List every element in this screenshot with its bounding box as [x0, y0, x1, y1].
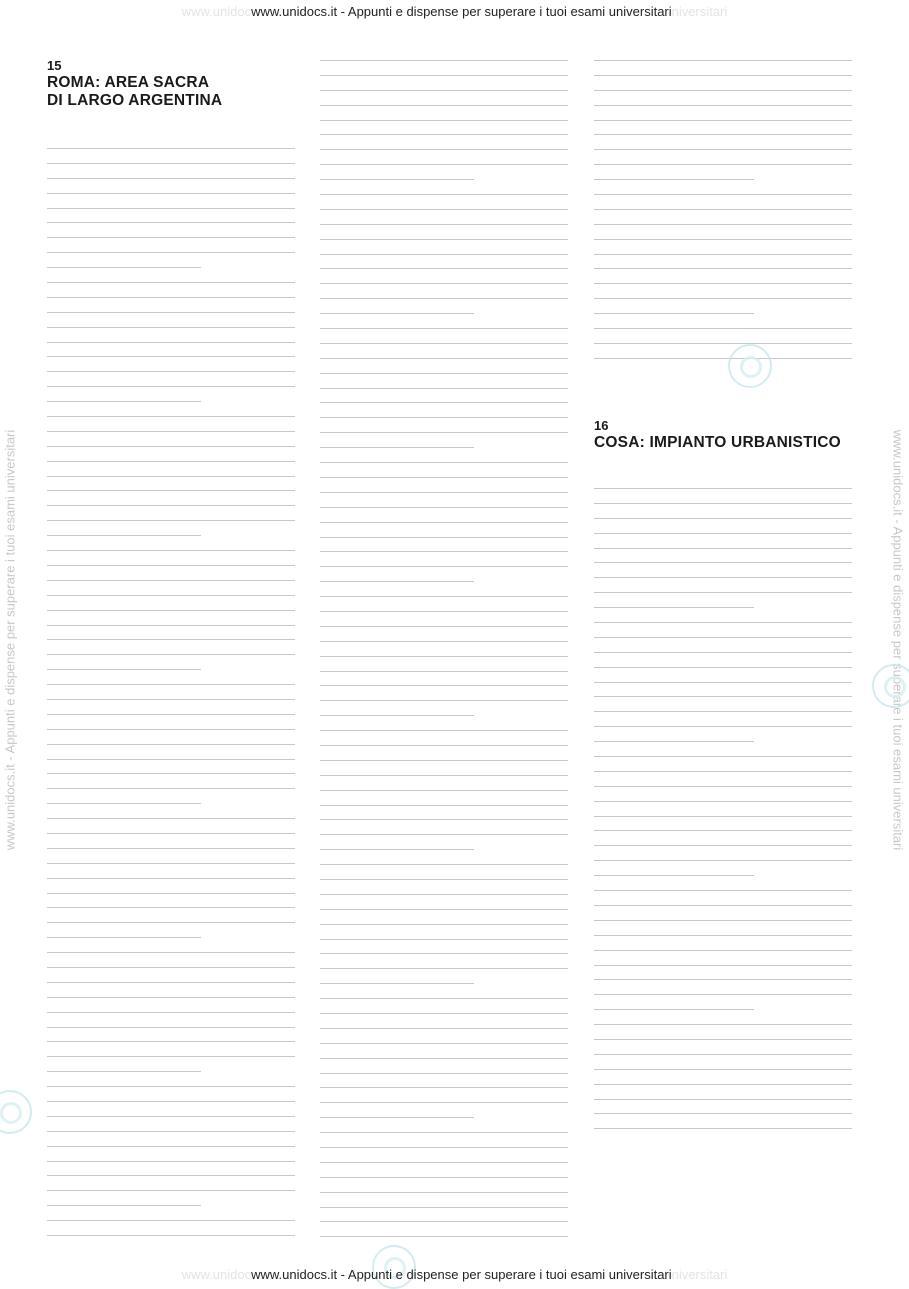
text-line-placeholder	[320, 1043, 568, 1044]
body-column-middle	[320, 60, 568, 1251]
text-line-placeholder	[320, 1102, 568, 1103]
text-line-placeholder	[47, 952, 295, 953]
text-line-placeholder	[320, 596, 568, 597]
text-line-placeholder	[47, 193, 295, 194]
text-line-placeholder	[47, 684, 295, 685]
text-line-placeholder	[594, 830, 852, 831]
text-line-placeholder	[320, 75, 568, 76]
text-line-placeholder	[594, 965, 852, 966]
text-line-placeholder	[47, 163, 295, 164]
watermark-side-left: www.unidocs.it - Appunti e dispense per superare i tuoi esami universitari	[2, 429, 18, 851]
text-line-placeholder	[594, 1113, 852, 1114]
text-line-placeholder	[47, 208, 295, 209]
text-line-placeholder	[594, 994, 852, 995]
text-line-placeholder	[47, 431, 295, 432]
text-line-placeholder	[47, 222, 295, 223]
text-line-placeholder	[594, 268, 852, 269]
text-line-placeholder	[320, 432, 568, 433]
text-line-placeholder	[320, 1221, 568, 1222]
text-line-placeholder	[594, 488, 852, 489]
text-line-placeholder	[47, 476, 295, 477]
watermark-link[interactable]: www.unidocs.it - Appunti e dispense per superare i tuoi esami universitari	[251, 4, 672, 19]
text-line-placeholder	[594, 518, 852, 519]
text-line-placeholder	[47, 371, 295, 372]
text-line-placeholder	[320, 224, 568, 225]
text-line-placeholder	[594, 786, 852, 787]
text-line-placeholder	[320, 477, 568, 478]
text-line-placeholder	[594, 935, 852, 936]
text-line-placeholder	[320, 120, 568, 121]
text-line-placeholder	[594, 696, 852, 697]
text-line-placeholder	[320, 998, 568, 999]
text-line-placeholder	[594, 905, 852, 906]
text-line-placeholder	[320, 775, 568, 776]
text-line-placeholder	[320, 492, 568, 493]
text-line-placeholder	[320, 1162, 568, 1163]
text-line-placeholder	[320, 924, 568, 925]
text-line-placeholder	[594, 194, 852, 195]
body-column-right-upper	[594, 60, 852, 373]
text-line-placeholder	[47, 178, 295, 179]
text-line-placeholder	[47, 342, 295, 343]
section-number: 15	[47, 58, 62, 73]
text-line-placeholder	[320, 179, 474, 180]
text-line-placeholder	[320, 626, 568, 627]
text-line-placeholder	[320, 805, 568, 806]
text-line-placeholder	[594, 90, 852, 91]
text-line-placeholder	[594, 328, 852, 329]
watermark-logo-icon	[872, 664, 909, 708]
text-line-placeholder	[47, 1205, 201, 1206]
text-line-placeholder	[594, 298, 852, 299]
watermark-link[interactable]: www.unidocs.it - Appunti e dispense per superare i tuoi esami universitari	[251, 1267, 672, 1282]
text-line-placeholder	[47, 833, 295, 834]
text-line-placeholder	[320, 879, 568, 880]
text-line-placeholder	[47, 669, 201, 670]
text-line-placeholder	[594, 358, 852, 359]
text-line-placeholder	[594, 548, 852, 549]
text-line-placeholder	[47, 327, 295, 328]
text-line-placeholder	[47, 1146, 295, 1147]
text-line-placeholder	[320, 1192, 568, 1193]
text-line-placeholder	[594, 283, 852, 284]
text-line-placeholder	[320, 268, 568, 269]
text-line-placeholder	[47, 1131, 295, 1132]
text-line-placeholder	[47, 1175, 295, 1176]
text-line-placeholder	[594, 816, 852, 817]
text-line-placeholder	[320, 641, 568, 642]
text-line-placeholder	[320, 551, 568, 552]
text-line-placeholder	[594, 134, 852, 135]
text-line-placeholder	[320, 730, 568, 731]
text-line-placeholder	[594, 120, 852, 121]
text-line-placeholder	[320, 1073, 568, 1074]
text-line-placeholder	[594, 254, 852, 255]
text-line-placeholder	[320, 105, 568, 106]
text-line-placeholder	[47, 1220, 295, 1221]
text-line-placeholder	[320, 149, 568, 150]
text-line-placeholder	[594, 1128, 852, 1129]
text-line-placeholder	[47, 1235, 295, 1236]
text-line-placeholder	[47, 1041, 295, 1042]
watermark-footer	[0, 1267, 909, 1282]
text-line-placeholder	[47, 922, 295, 923]
text-line-placeholder	[320, 760, 568, 761]
text-line-placeholder	[47, 1190, 295, 1191]
body-column-right-lower	[594, 488, 852, 1143]
section-heading-16	[594, 418, 864, 452]
text-line-placeholder	[320, 358, 568, 359]
text-line-placeholder	[320, 894, 568, 895]
text-line-placeholder	[47, 1027, 295, 1028]
text-line-placeholder	[47, 639, 295, 640]
text-line-placeholder	[320, 402, 568, 403]
text-line-placeholder	[594, 1069, 852, 1070]
text-line-placeholder	[320, 745, 568, 746]
text-line-placeholder	[320, 462, 568, 463]
text-line-placeholder	[320, 909, 568, 910]
text-line-placeholder	[47, 759, 295, 760]
text-line-placeholder	[594, 682, 852, 683]
text-line-placeholder	[320, 507, 568, 508]
text-line-placeholder	[594, 622, 852, 623]
text-line-placeholder	[594, 1099, 852, 1100]
text-line-placeholder	[594, 343, 852, 344]
text-line-placeholder	[594, 875, 754, 876]
text-line-placeholder	[594, 1054, 852, 1055]
text-line-placeholder	[47, 1116, 295, 1117]
text-line-placeholder	[320, 656, 568, 657]
text-line-placeholder	[320, 983, 474, 984]
text-line-placeholder	[47, 729, 295, 730]
text-line-placeholder	[320, 194, 568, 195]
text-line-placeholder	[320, 447, 474, 448]
text-line-placeholder	[594, 667, 852, 668]
text-line-placeholder	[594, 890, 852, 891]
text-line-placeholder	[594, 313, 754, 314]
text-line-placeholder	[320, 1236, 568, 1237]
text-line-placeholder	[594, 533, 852, 534]
text-line-placeholder	[47, 654, 295, 655]
text-line-placeholder	[320, 1177, 568, 1178]
text-line-placeholder	[594, 920, 852, 921]
text-line-placeholder	[47, 386, 295, 387]
text-line-placeholder	[320, 239, 568, 240]
text-line-placeholder	[594, 711, 852, 712]
text-line-placeholder	[47, 1101, 295, 1102]
text-line-placeholder	[47, 148, 295, 149]
watermark-ghost-suffix: niversitari	[671, 4, 728, 19]
text-line-placeholder	[320, 611, 568, 612]
watermark-header	[0, 4, 909, 19]
text-line-placeholder	[47, 937, 201, 938]
watermark-side-right: www.unidocs.it - Appunti e dispense per superare i tuoi esami universitari	[890, 429, 906, 851]
text-line-placeholder	[320, 700, 568, 701]
text-line-placeholder	[320, 254, 568, 255]
text-line-placeholder	[47, 267, 201, 268]
text-line-placeholder	[594, 179, 754, 180]
text-line-placeholder	[320, 1117, 474, 1118]
text-line-placeholder	[47, 297, 295, 298]
text-line-placeholder	[320, 328, 568, 329]
text-line-placeholder	[320, 671, 568, 672]
text-line-placeholder	[594, 756, 852, 757]
section-title-line: COSA: IMPIANTO URBANISTICO	[594, 434, 841, 451]
watermark-ghost-prefix: www.unidoc	[181, 4, 252, 19]
section-number: 16	[594, 418, 609, 433]
text-line-placeholder	[47, 237, 295, 238]
text-line-placeholder	[320, 566, 568, 567]
text-line-placeholder	[320, 939, 568, 940]
text-line-placeholder	[47, 893, 295, 894]
text-line-placeholder	[47, 282, 295, 283]
text-line-placeholder	[594, 105, 852, 106]
section-heading-15	[47, 58, 307, 110]
text-line-placeholder	[320, 343, 568, 344]
text-line-placeholder	[320, 313, 474, 314]
text-line-placeholder	[47, 252, 295, 253]
text-line-placeholder	[594, 164, 852, 165]
text-line-placeholder	[594, 209, 852, 210]
text-line-placeholder	[47, 565, 295, 566]
text-line-placeholder	[320, 522, 568, 523]
text-line-placeholder	[320, 373, 568, 374]
text-line-placeholder	[47, 967, 295, 968]
text-line-placeholder	[320, 134, 568, 135]
text-line-placeholder	[320, 849, 474, 850]
text-line-placeholder	[47, 401, 201, 402]
text-line-placeholder	[47, 878, 295, 879]
text-line-placeholder	[594, 239, 852, 240]
text-line-placeholder	[594, 224, 852, 225]
section-title-line: ROMA: AREA SACRA	[47, 74, 210, 91]
text-line-placeholder	[47, 550, 295, 551]
text-line-placeholder	[47, 535, 201, 536]
text-line-placeholder	[594, 726, 852, 727]
section-title-line: DI LARGO ARGENTINA	[47, 92, 223, 109]
text-line-placeholder	[594, 1024, 852, 1025]
text-line-placeholder	[594, 1009, 754, 1010]
watermark-logo-icon	[728, 344, 772, 388]
text-line-placeholder	[47, 625, 295, 626]
text-line-placeholder	[47, 803, 201, 804]
text-line-placeholder	[320, 819, 568, 820]
text-line-placeholder	[320, 715, 474, 716]
text-line-placeholder	[594, 1084, 852, 1085]
text-line-placeholder	[320, 388, 568, 389]
text-line-placeholder	[594, 771, 852, 772]
text-line-placeholder	[320, 685, 568, 686]
text-line-placeholder	[320, 164, 568, 165]
text-line-placeholder	[320, 209, 568, 210]
text-line-placeholder	[320, 1087, 568, 1088]
text-line-placeholder	[594, 607, 754, 608]
text-line-placeholder	[594, 652, 852, 653]
text-line-placeholder	[47, 699, 295, 700]
text-line-placeholder	[320, 1013, 568, 1014]
text-line-placeholder	[47, 982, 295, 983]
text-line-placeholder	[594, 801, 852, 802]
text-line-placeholder	[594, 845, 852, 846]
text-line-placeholder	[47, 907, 295, 908]
text-line-placeholder	[320, 834, 568, 835]
text-line-placeholder	[320, 790, 568, 791]
text-line-placeholder	[47, 1056, 295, 1057]
text-line-placeholder	[320, 298, 568, 299]
text-line-placeholder	[320, 1147, 568, 1148]
text-line-placeholder	[47, 595, 295, 596]
text-line-placeholder	[47, 818, 295, 819]
text-line-placeholder	[594, 950, 852, 951]
text-line-placeholder	[47, 788, 295, 789]
text-line-placeholder	[47, 312, 295, 313]
watermark-ghost-suffix: niversitari	[671, 1267, 728, 1282]
text-line-placeholder	[320, 968, 568, 969]
text-line-placeholder	[47, 1071, 201, 1072]
text-line-placeholder	[320, 1132, 568, 1133]
text-line-placeholder	[47, 848, 295, 849]
text-line-placeholder	[47, 744, 295, 745]
text-line-placeholder	[320, 417, 568, 418]
text-line-placeholder	[47, 773, 295, 774]
text-line-placeholder	[320, 1058, 568, 1059]
text-line-placeholder	[594, 860, 852, 861]
text-line-placeholder	[320, 60, 568, 61]
text-line-placeholder	[47, 1012, 295, 1013]
text-line-placeholder	[594, 562, 852, 563]
text-line-placeholder	[47, 490, 295, 491]
text-line-placeholder	[594, 577, 852, 578]
text-line-placeholder	[47, 416, 295, 417]
text-line-placeholder	[47, 520, 295, 521]
text-line-placeholder	[594, 592, 852, 593]
text-line-placeholder	[594, 75, 852, 76]
watermark-logo-icon	[0, 1090, 32, 1134]
text-line-placeholder	[594, 503, 852, 504]
text-line-placeholder	[320, 864, 568, 865]
text-line-placeholder	[594, 637, 852, 638]
text-line-placeholder	[320, 953, 568, 954]
text-line-placeholder	[47, 461, 295, 462]
text-line-placeholder	[47, 1161, 295, 1162]
text-line-placeholder	[320, 283, 568, 284]
text-line-placeholder	[47, 610, 295, 611]
body-column-left	[47, 148, 295, 1250]
text-line-placeholder	[47, 505, 295, 506]
text-line-placeholder	[320, 537, 568, 538]
text-line-placeholder	[594, 149, 852, 150]
text-line-placeholder	[47, 997, 295, 998]
watermark-ghost-prefix: www.unidoc	[181, 1267, 252, 1282]
text-line-placeholder	[47, 714, 295, 715]
text-line-placeholder	[594, 1039, 852, 1040]
text-line-placeholder	[320, 90, 568, 91]
text-line-placeholder	[47, 580, 295, 581]
text-line-placeholder	[594, 979, 852, 980]
text-line-placeholder	[320, 581, 474, 582]
text-line-placeholder	[47, 863, 295, 864]
text-line-placeholder	[594, 741, 754, 742]
text-line-placeholder	[320, 1207, 568, 1208]
text-line-placeholder	[47, 1086, 295, 1087]
text-line-placeholder	[47, 446, 295, 447]
text-line-placeholder	[320, 1028, 568, 1029]
text-line-placeholder	[47, 356, 295, 357]
text-line-placeholder	[594, 60, 852, 61]
